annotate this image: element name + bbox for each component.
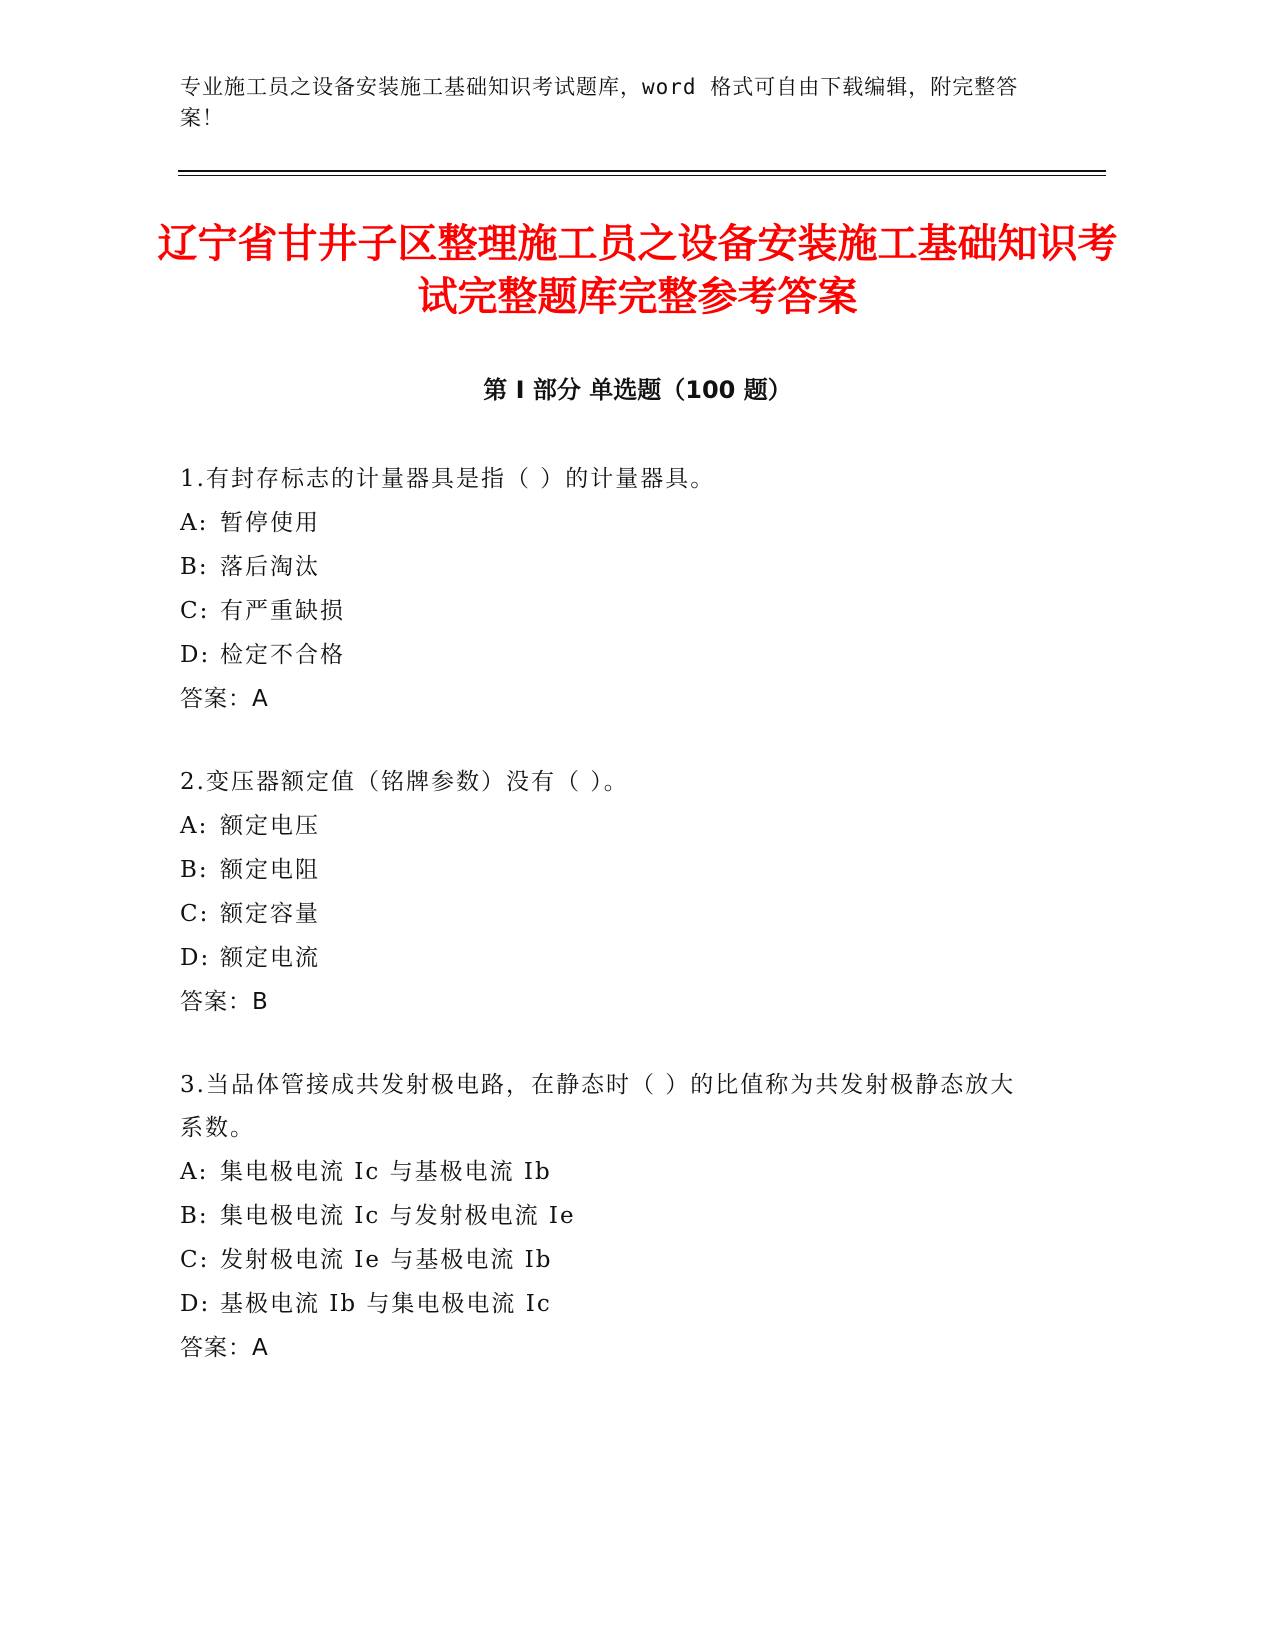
- option-letter: B:: [180, 1203, 209, 1229]
- question-2: [180, 761, 1040, 1024]
- answer-label: 答案：: [180, 686, 252, 712]
- option-a: [180, 804, 1040, 848]
- option-d: [180, 1282, 1040, 1326]
- option-a: [180, 1150, 1040, 1194]
- option-b: [180, 1194, 1040, 1238]
- answer-line: [180, 1326, 1040, 1370]
- question-1: [180, 458, 1040, 721]
- question-stem: 3.当品体管接成共发射极电路，在静态时（ ）的比值称为共发射极静态放大系数。: [180, 1072, 1016, 1141]
- answer-label: 答案：: [180, 989, 252, 1015]
- answer-value: A: [252, 686, 269, 712]
- option-text: 检定不合格: [220, 642, 345, 668]
- option-letter: D:: [180, 1291, 211, 1317]
- option-text: 有严重缺损: [220, 598, 345, 624]
- option-text: 暂停使用: [220, 510, 320, 536]
- question-3: [180, 1064, 1040, 1370]
- option-d: [180, 633, 1040, 677]
- option-text: 集电极电流 Ic 与发射极电流 Ie: [220, 1203, 576, 1229]
- question-stem: 1.有封存标志的计量器具是指（ ）的计量器具。: [180, 466, 716, 492]
- option-c: [180, 892, 1040, 936]
- option-letter: C:: [180, 1247, 210, 1273]
- option-c: [180, 589, 1040, 633]
- option-a: [180, 501, 1040, 545]
- question-stem: 2.变压器额定值（铭牌参数）没有（ ）。: [180, 769, 629, 795]
- question-list: [180, 458, 1040, 1410]
- option-letter: B:: [180, 554, 209, 580]
- answer-line: [180, 980, 1040, 1024]
- option-c: [180, 1238, 1040, 1282]
- option-b: [180, 848, 1040, 892]
- option-text: 额定电流: [220, 945, 320, 971]
- option-text: 基极电流 Ib 与集电极电流 Ic: [220, 1291, 552, 1317]
- option-letter: C:: [180, 598, 210, 624]
- header-note: 专业施工员之设备安装施工基础知识考试题库，word 格式可自由下载编辑，附完整答案！: [180, 75, 1019, 130]
- option-letter: D:: [180, 642, 211, 668]
- option-letter: A:: [180, 510, 209, 536]
- option-text: 额定容量: [220, 901, 320, 927]
- option-d: [180, 936, 1040, 980]
- answer-line: [180, 677, 1040, 721]
- option-text: 发射极电流 Ie 与基极电流 Ib: [220, 1247, 553, 1273]
- answer-value: A: [252, 1335, 269, 1361]
- option-letter: A:: [180, 1159, 209, 1185]
- document-title: 辽宁省甘井子区整理施工员之设备安装施工基础知识考试完整题库完整参考答案: [157, 221, 1118, 320]
- option-letter: D:: [180, 945, 211, 971]
- option-letter: A:: [180, 813, 209, 839]
- header-divider-thin: [178, 175, 1106, 176]
- option-text: 集电极电流 Ic 与基极电流 Ib: [220, 1159, 552, 1185]
- section-heading: 第 I 部分 单选题（100 题）: [483, 376, 792, 404]
- option-b: [180, 545, 1040, 589]
- option-text: 落后淘汰: [220, 554, 320, 580]
- option-letter: C:: [180, 901, 210, 927]
- answer-value: B: [252, 989, 269, 1015]
- header-divider-thick: [178, 170, 1106, 172]
- answer-label: 答案：: [180, 1335, 252, 1361]
- option-text: 额定电压: [220, 813, 320, 839]
- option-letter: B:: [180, 857, 209, 883]
- option-text: 额定电阻: [220, 857, 320, 883]
